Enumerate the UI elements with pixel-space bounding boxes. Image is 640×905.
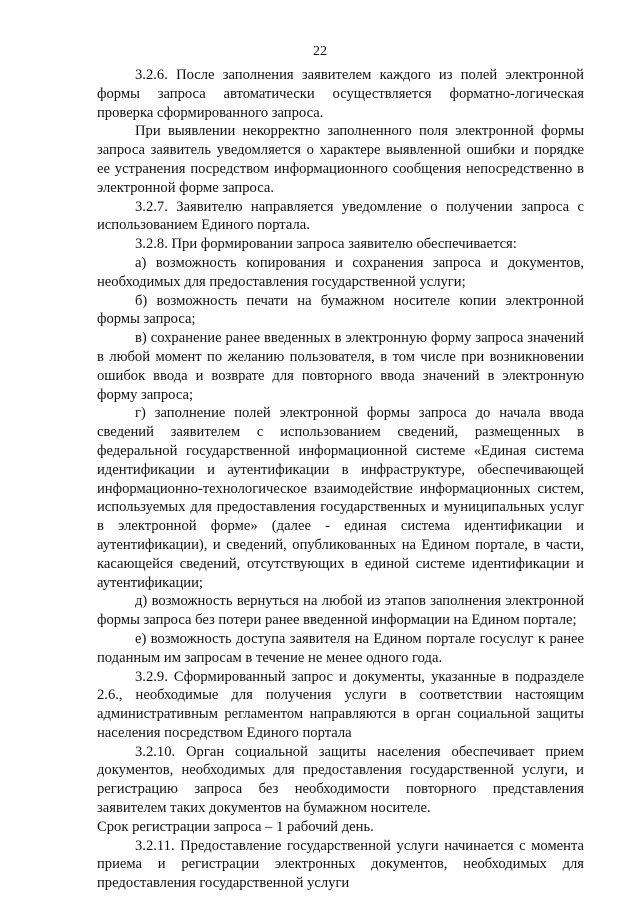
paragraph-3-2-9: 3.2.9. Сформированный запрос и документы, указанные в подразделе 2.6., необходимые для получения услуги в соответствии настоящим административным регламентом направляются в орган социальной защиты населения посредством Единого портала [97,668,584,741]
list-item-g: г) заполнение полей электронной формы запроса до начала ввода сведений заявителем с использованием сведений, размещенных в федеральной государственной информационной системе «Единая система идентификации и аутентификации в инфраструктуре, обеспечивающей информационно-технологическое взаимодействие информационных систем, используемых для предоставления государственных и муниципальных услуг в электронной форме» (далее - единая система идентификации и аутентификации), и сведений, опубликованных на Едином портале, в части, касающейся сведений, отсутствующих в единой системе идентификации и аутентификации; [97,405,584,591]
page-number: 22 [313,44,327,59]
list-item-b: б) возможность печати на бумажном носителе копии электронной формы запроса; [97,292,584,328]
list-item-d: д) возможность вернуться на любой из этапов заполнения электронной формы запроса без потери ранее введенной информации на Едином портале; [97,593,584,629]
paragraph-error-notice: При выявлении некорректно заполненного поля электронной формы запроса заявитель уведомляется о характере выявленной ошибки и порядке ее устранения посредством информационного сообщения непосредственно в электронной форме запроса. [97,123,584,196]
paragraph-3-2-11: 3.2.11. Предоставление государственной услуги начинается с момента приема и регистрации электронных документов, необходимых для предоставления государственной услуги [97,837,584,892]
paragraph-3-2-10: 3.2.10. Орган социальной защиты населения обеспечивает прием документов, необходимых для предоставления государственной услуги, и регистрацию запроса без необходимости повторного представления заявителем таких документов на бумажном носителе. [97,743,584,817]
list-item-a: а) возможность копирования и сохранения запроса и документов, необходимых для предоставления государственной услуги; [97,254,584,290]
paragraph-3-2-8: 3.2.8. При формировании запроса заявителю обеспечивается: [135,236,517,253]
registration-term: Срок регистрации запроса – 1 рабочий день. [97,818,374,835]
paragraph-3-2-7: 3.2.7. Заявителю направляется уведомление о получении запроса с использованием Единого портала. [97,198,584,234]
list-item-e: е) возможность доступа заявителя на Едином портале госуслуг к ранее поданным им запросам в течение не менее одного года. [97,630,584,666]
document-body [97,66,584,893]
paragraph-3-2-6: 3.2.6. После заполнения заявителем каждого из полей электронной формы запроса автоматически осуществляется форматно-логическая проверка сформированного запроса. [97,67,584,121]
list-item-v: в) сохранение ранее введенных в электронную форму запроса значений в любой момент по желанию пользователя, в том числе при возникновении ошибок ввода и возврате для повторного ввода значений в электронную форму запроса; [97,330,584,403]
